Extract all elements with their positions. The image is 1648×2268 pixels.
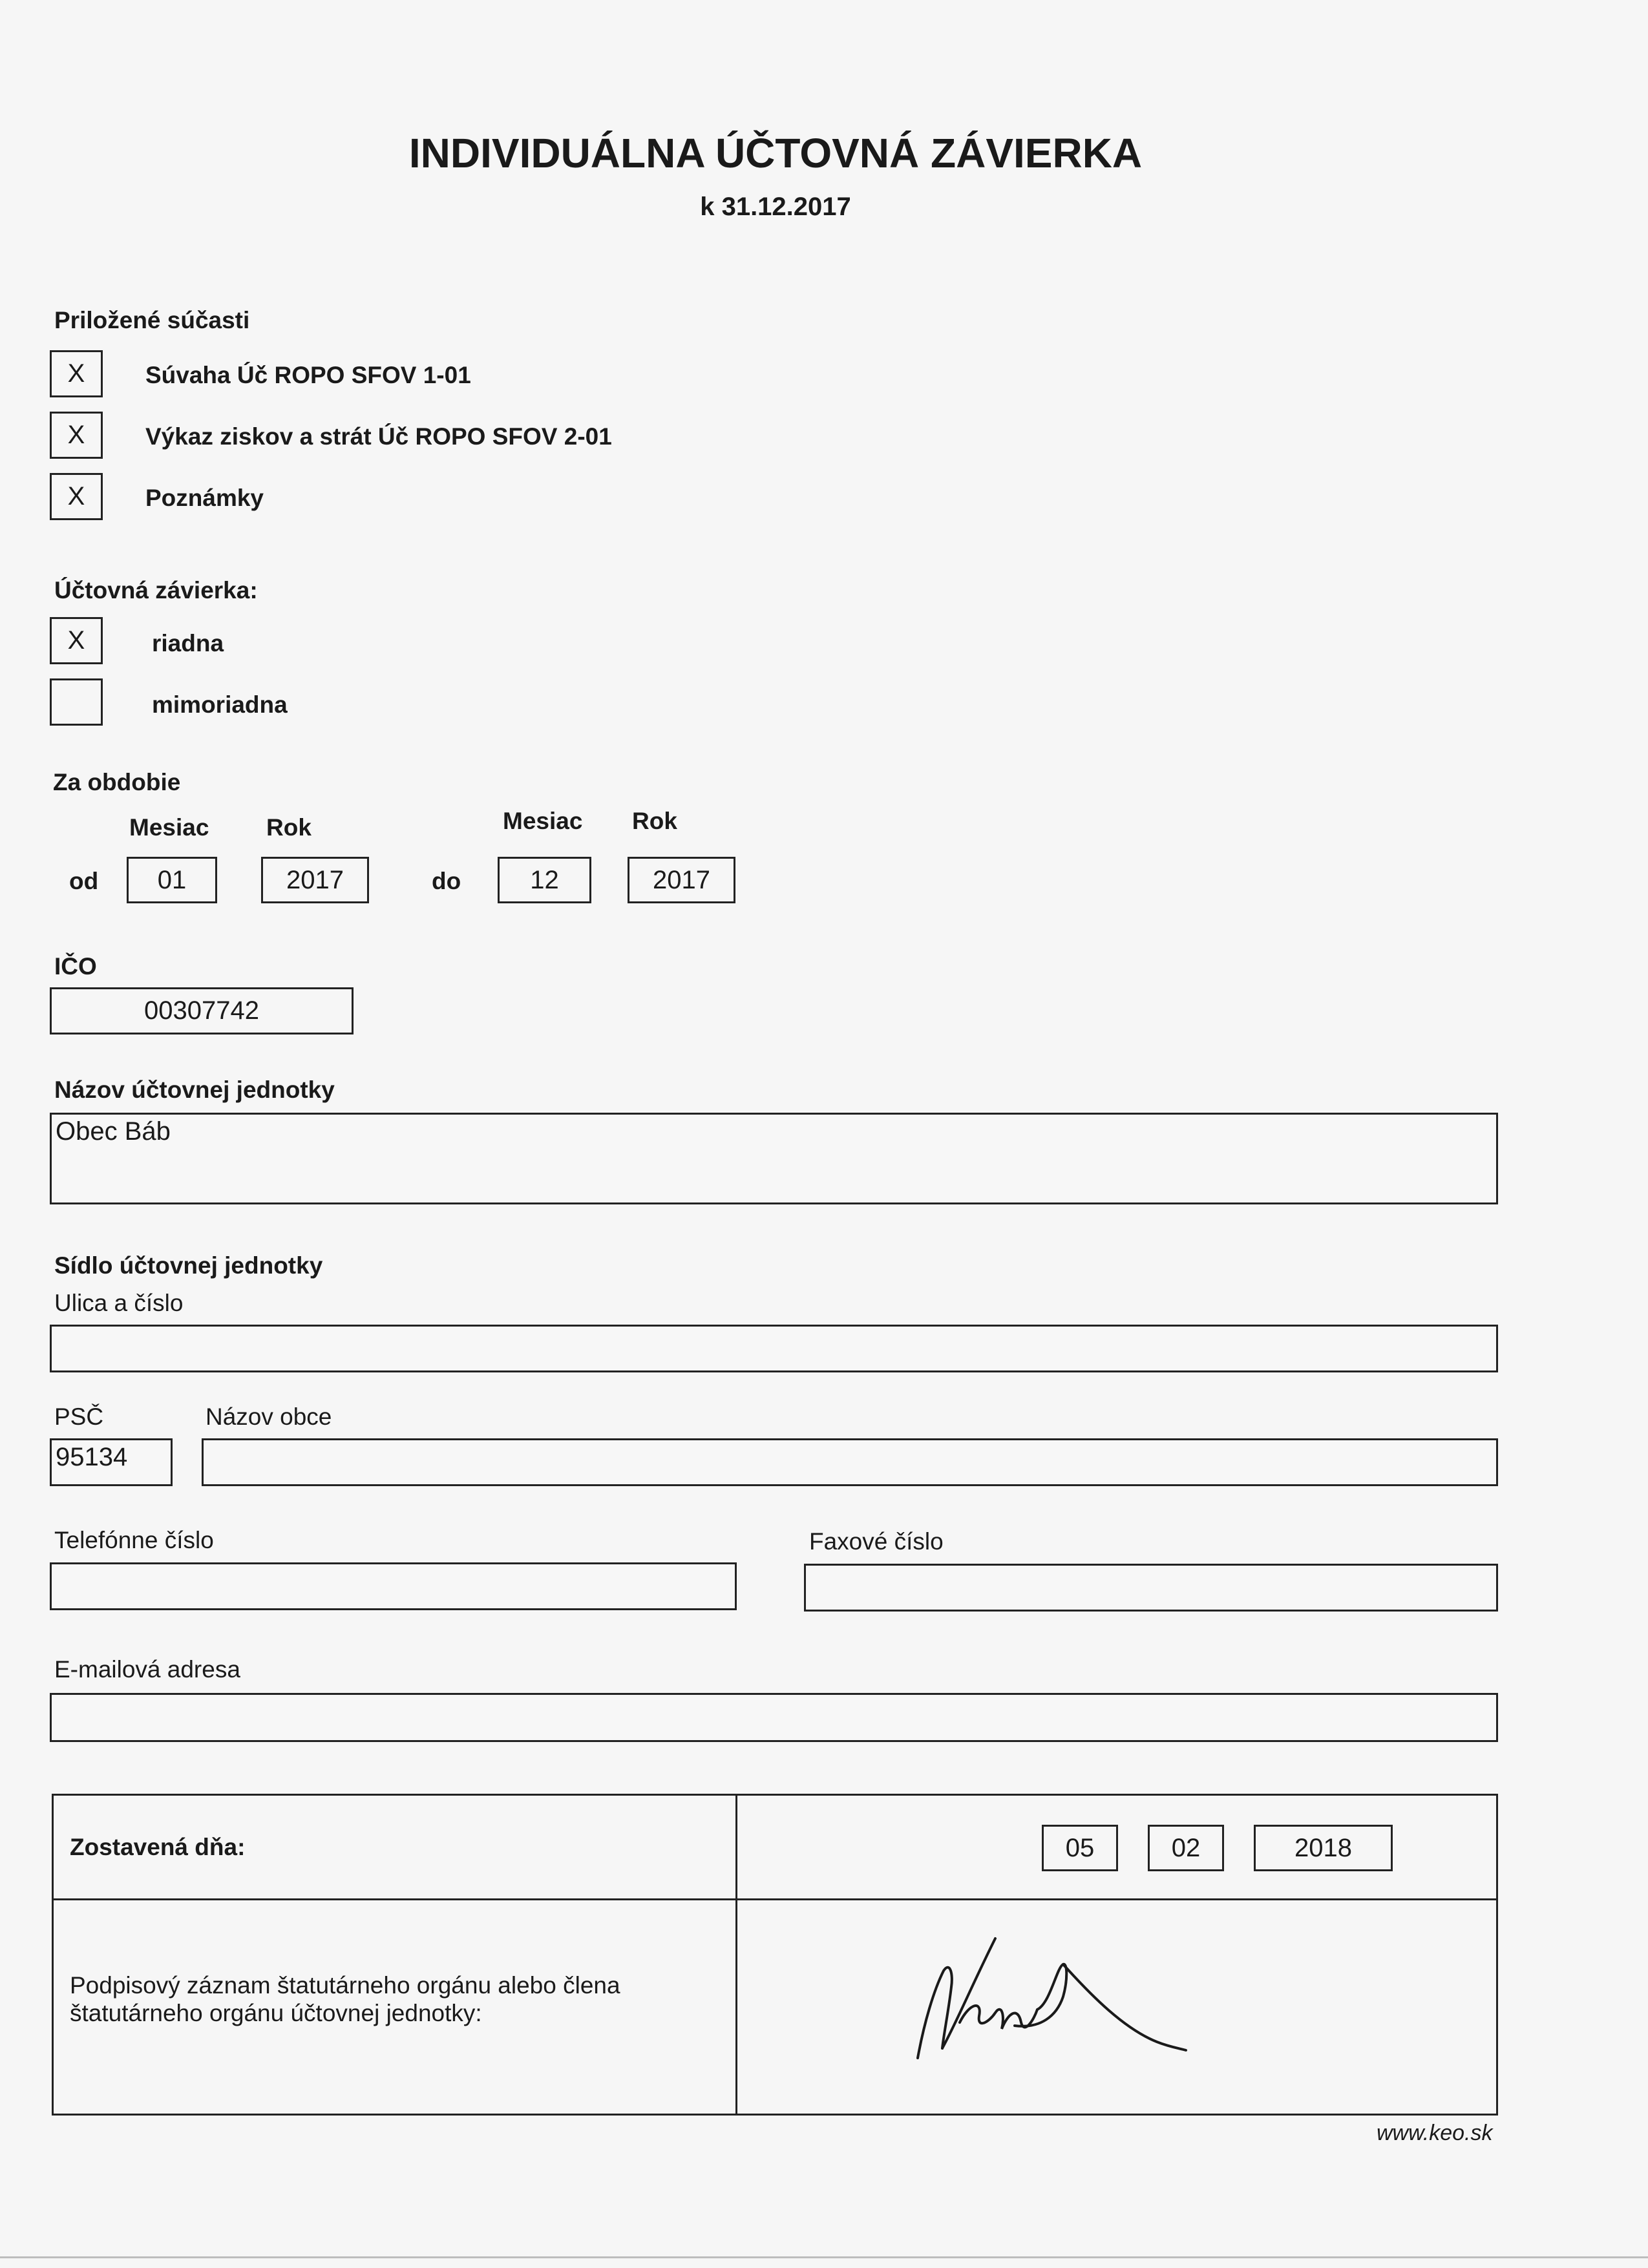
table-vertical-divider (735, 1794, 737, 2116)
email-field[interactable] (50, 1693, 1498, 1742)
compiled-date-label: Zostavená dňa: (70, 1834, 246, 1860)
city-label: Názov obce (206, 1403, 332, 1430)
psc-field[interactable] (50, 1438, 173, 1486)
signature-label-line1: Podpisový záznam štatutárneho orgánu alebo člena (70, 1972, 620, 1999)
period-from-month-field[interactable]: 01 (127, 857, 217, 903)
closing-type-label-mimoriadna: mimoriadna (152, 691, 288, 718)
city-field[interactable] (202, 1438, 1498, 1486)
period-heading: Za obdobie (53, 769, 181, 795)
address-heading: Sídlo účtovnej jednotky (54, 1252, 323, 1279)
fax-label: Faxové číslo (809, 1528, 944, 1555)
ico-field[interactable]: 00307742 (50, 987, 354, 1034)
document-title: INDIVIDUÁLNA ÚČTOVNÁ ZÁVIERKA (408, 130, 1143, 176)
period-to-month-label: Mesiac (503, 808, 583, 834)
phone-label: Telefónne číslo (54, 1527, 214, 1553)
period-from-year-field[interactable]: 2017 (261, 857, 369, 903)
closing-type-label-riadna: riadna (152, 630, 224, 656)
compiled-year-field[interactable]: 2018 (1254, 1825, 1393, 1871)
entity-name-field[interactable] (50, 1113, 1498, 1204)
psc-value: 95134 (56, 1443, 128, 1471)
document-date: k 31.12.2017 (700, 193, 851, 221)
table-horizontal-divider (52, 1898, 1498, 1900)
email-label: E-mailová adresa (54, 1656, 240, 1683)
entity-name-value: Obec Báb (56, 1117, 171, 1146)
scan-bottom-edge (0, 2256, 1648, 2258)
period-to-month-field[interactable]: 12 (498, 857, 591, 903)
period-from-year-label: Rok (266, 814, 312, 841)
compiled-month-field[interactable]: 02 (1148, 1825, 1224, 1871)
period-from-label: od (69, 868, 99, 894)
handwritten-signature (898, 1926, 1209, 2074)
fax-field[interactable] (804, 1564, 1498, 1612)
attachment-checkbox-poznamky[interactable]: X (50, 473, 103, 520)
attachment-label-poznamky: Poznámky (145, 485, 264, 511)
entity-name-label: Názov účtovnej jednotky (54, 1076, 335, 1103)
attachment-label-vykaz: Výkaz ziskov a strát Úč ROPO SFOV 2-01 (145, 423, 612, 450)
ico-label: IČO (54, 953, 97, 980)
attachment-checkbox-vykaz[interactable]: X (50, 412, 103, 459)
signature-label-line2: štatutárneho orgánu účtovnej jednotky: (70, 2000, 482, 2026)
phone-field[interactable] (50, 1562, 737, 1610)
period-to-label: do (432, 868, 461, 894)
street-label: Ulica a číslo (54, 1290, 184, 1316)
period-to-year-field[interactable]: 2017 (628, 857, 735, 903)
attachment-checkbox-suvaha[interactable]: X (50, 350, 103, 397)
street-field[interactable] (50, 1325, 1498, 1372)
closing-type-heading: Účtovná závierka: (54, 577, 258, 604)
period-to-year-label: Rok (632, 808, 677, 834)
closing-type-checkbox-mimoriadna[interactable] (50, 678, 103, 726)
attachments-heading: Priložené súčasti (54, 307, 250, 333)
compiled-day-field[interactable]: 05 (1042, 1825, 1118, 1871)
closing-type-checkbox-riadna[interactable]: X (50, 617, 103, 664)
attachment-label-suvaha: Súvaha Úč ROPO SFOV 1-01 (145, 362, 471, 388)
period-from-month-label: Mesiac (129, 814, 209, 841)
psc-label: PSČ (54, 1403, 104, 1430)
footer-website: www.keo.sk (1377, 2121, 1493, 2145)
